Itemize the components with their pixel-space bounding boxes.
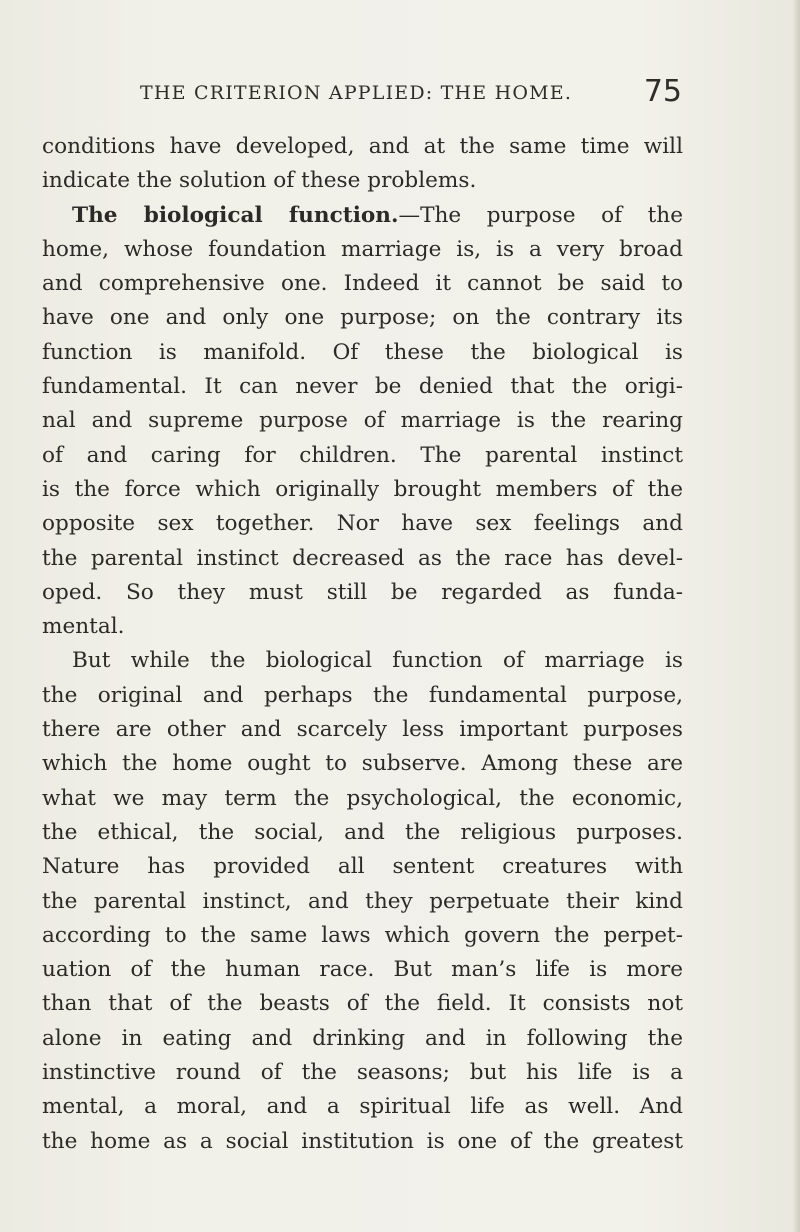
text-line-5: and comprehensive one. Indeed it cannot be said to xyxy=(42,271,683,297)
text-line-18: there are other and scarcely less important purposes xyxy=(42,717,683,743)
text-line-22: Nature has provided all sentent creatures with xyxy=(42,854,683,880)
text-line-8: fundamental. It can never be denied that the origi- xyxy=(42,374,683,400)
text-line-6: have one and only one purpose; on the contrary its xyxy=(42,305,683,331)
text-line-21: the ethical, the social, and the religious purposes. xyxy=(42,819,683,845)
text-line-15: mental. xyxy=(42,614,125,640)
text-line-26: than that of the beasts of the field. It consists not xyxy=(42,991,683,1017)
body-text xyxy=(42,130,683,1159)
text-line-30: the home as a social institution is one of the greatest xyxy=(42,1128,683,1154)
page-number: 75 xyxy=(643,74,682,109)
text-line-25: uation of the human race. But man’s life is more xyxy=(42,957,683,983)
page-edge-shadow xyxy=(794,0,800,1232)
text-line-14: oped. So they must still be regarded as funda- xyxy=(42,579,683,605)
text-line-13: the parental instinct decreased as the race has devel- xyxy=(42,545,683,571)
text-line-23: the parental instinct, and they perpetuate their kind xyxy=(42,888,683,914)
section-heading-line xyxy=(42,199,683,233)
text-line-10: of and caring for children. The parental instinct xyxy=(42,442,683,468)
text-line-2: indicate the solution of these problems. xyxy=(42,168,477,194)
section-heading: The biological function. xyxy=(72,202,399,228)
text-line-4: home, whose foundation marriage is, is a very broad xyxy=(42,236,683,262)
text-line-28: instinctive round of the seasons; but his life is a xyxy=(42,1060,683,1086)
text-line-29: mental, a moral, and a spiritual life as well. And xyxy=(42,1094,683,1120)
text-line-1: conditions have developed, and at the same time will xyxy=(42,134,683,159)
text-line-12: opposite sex together. Nor have sex feelings and xyxy=(42,511,683,537)
text-line-11: is the force which originally brought members of the xyxy=(42,476,683,502)
running-title: THE CRITERION APPLIED: THE HOME. xyxy=(140,82,573,104)
section-heading-continuation: —The purpose of the xyxy=(398,202,683,228)
text-line-24: according to the same laws which govern the perpet- xyxy=(42,922,683,948)
text-line-16: But while the biological function of marriage is xyxy=(72,648,683,674)
text-line-17: the original and perhaps the fundamental purpose, xyxy=(42,682,683,708)
text-line-7: function is manifold. Of these the biological is xyxy=(42,339,683,365)
text-line-27: alone in eating and drinking and in following the xyxy=(42,1025,683,1051)
text-line-19: which the home ought to subserve. Among these are xyxy=(42,751,683,777)
text-line-20: what we may term the psychological, the economic, xyxy=(42,785,683,811)
text-line-9: nal and supreme purpose of marriage is the rearing xyxy=(42,408,683,434)
running-head xyxy=(42,74,682,114)
